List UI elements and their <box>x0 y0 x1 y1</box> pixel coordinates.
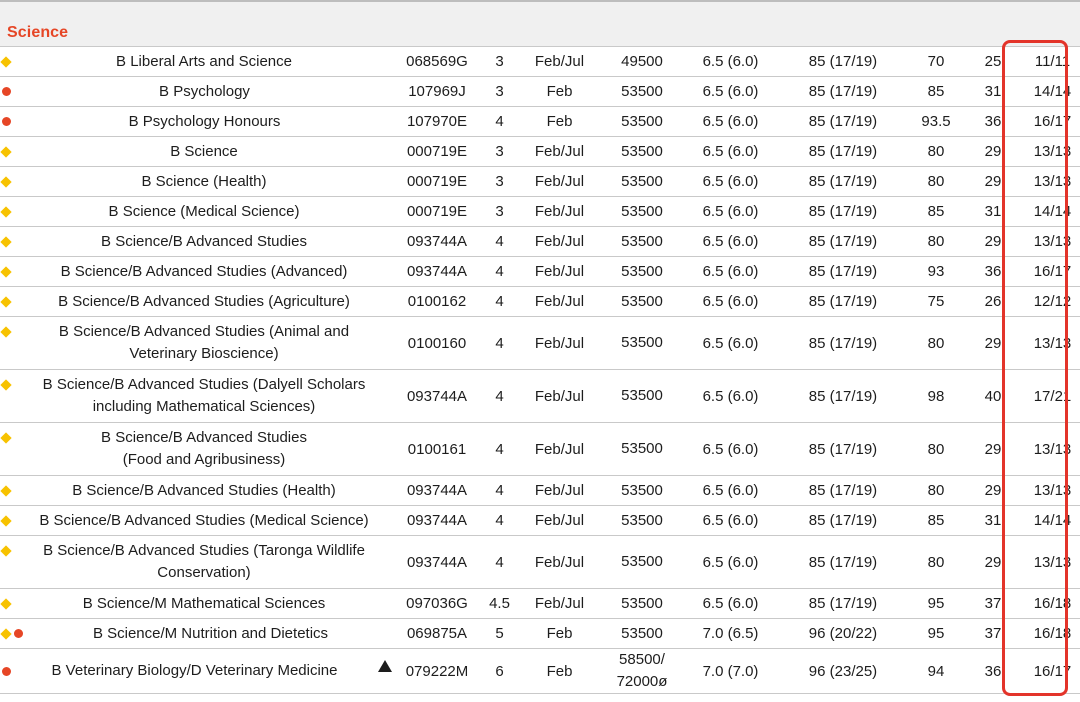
fee-cell: 53500 <box>602 287 682 317</box>
toefl-cell: 85 (17/19) <box>779 423 907 476</box>
course-name: B Science/B Advanced Studies (Health) <box>72 481 336 499</box>
score-c-cell: 11/11 <box>1021 47 1080 77</box>
course-code-cell: 107970E <box>392 107 482 137</box>
intake-cell: Feb <box>517 619 602 649</box>
ielts-cell: 6.5 (6.0) <box>682 370 779 423</box>
score-c-cell: 13/13 <box>1021 536 1080 589</box>
ielts-cell: 6.5 (6.0) <box>682 107 779 137</box>
ielts-cell: 6.5 (6.0) <box>682 167 779 197</box>
course-name: B Science/B Advanced Studies (Medical Science) <box>39 511 369 529</box>
course-name: B Science/M Nutrition and Dietetics <box>92 624 329 642</box>
course-code-cell: 000719E <box>392 167 482 197</box>
fee-cell: 53500 <box>602 476 682 506</box>
fee-cell: 53500 <box>602 167 682 197</box>
duration-cell: 3 <box>482 167 517 197</box>
course-markers <box>0 660 13 682</box>
fee-cell: 53500 <box>602 77 682 107</box>
yellow-diamond-icon <box>0 598 11 609</box>
course-name-cell <box>0 317 392 370</box>
course-name-cell <box>0 167 392 197</box>
orange-dot-icon <box>2 667 11 676</box>
duration-cell: 4 <box>482 423 517 476</box>
score-c-cell: 17/21 <box>1021 370 1080 423</box>
score-c-cell: 14/14 <box>1021 77 1080 107</box>
score-b-cell: 29 <box>965 137 1021 167</box>
course-code-cell: 093744A <box>392 257 482 287</box>
course-markers <box>0 374 12 396</box>
table-row <box>0 619 1080 649</box>
toefl-cell: 85 (17/19) <box>779 167 907 197</box>
toefl-cell: 85 (17/19) <box>779 536 907 589</box>
orange-dot-icon <box>14 629 23 638</box>
ielts-cell: 7.0 (7.0) <box>682 649 779 694</box>
course-name-cell <box>0 287 392 317</box>
toefl-cell: 85 (17/19) <box>779 197 907 227</box>
yellow-diamond-icon <box>0 326 11 337</box>
course-name <box>16 427 392 471</box>
yellow-diamond-icon <box>0 56 11 67</box>
course-name-line: B Science/B Advanced Studies <box>101 429 307 446</box>
course-markers <box>0 81 13 103</box>
table-row <box>0 287 1080 317</box>
intake-cell: Feb/Jul <box>517 227 602 257</box>
duration-cell: 4 <box>482 257 517 287</box>
score-a-cell: 70 <box>907 47 965 77</box>
toefl-cell: 96 (23/25) <box>779 649 907 694</box>
score-c-cell: 16/18 <box>1021 619 1080 649</box>
yellow-diamond-icon <box>0 206 11 217</box>
duration-cell: 5 <box>482 619 517 649</box>
ielts-cell: 6.5 (6.0) <box>682 227 779 257</box>
toefl-cell: 85 (17/19) <box>779 476 907 506</box>
course-code-cell: 079222M <box>392 649 482 694</box>
table-row <box>0 506 1080 536</box>
toefl-cell: 85 (17/19) <box>779 370 907 423</box>
course-name-line: B Science/B Advanced Studies (Taronga Wildlife <box>43 542 365 559</box>
course-name-cell <box>0 77 392 107</box>
score-a-cell: 98 <box>907 370 965 423</box>
score-b-cell: 29 <box>965 536 1021 589</box>
score-a-cell: 85 <box>907 506 965 536</box>
score-a-cell: 95 <box>907 619 965 649</box>
course-code-cell: 093744A <box>392 476 482 506</box>
intake-cell: Feb/Jul <box>517 47 602 77</box>
toefl-cell: 85 (17/19) <box>779 227 907 257</box>
fee-cell: 53500 <box>602 137 682 167</box>
course-name-line: B Science/B Advanced Studies (Dalyell Scholars <box>42 376 366 393</box>
course-markers <box>0 623 25 645</box>
course-name-cell <box>0 197 392 227</box>
toefl-cell: 85 (17/19) <box>779 317 907 370</box>
ielts-cell: 6.5 (6.0) <box>682 137 779 167</box>
score-c-cell: 13/13 <box>1021 227 1080 257</box>
table-row <box>0 476 1080 506</box>
score-c-cell: 16/17 <box>1021 649 1080 694</box>
toefl-cell: 85 (17/19) <box>779 287 907 317</box>
course-name: B Psychology <box>159 82 250 100</box>
score-a-cell: 80 <box>907 476 965 506</box>
ielts-cell: 6.5 (6.0) <box>682 47 779 77</box>
duration-cell: 4 <box>482 317 517 370</box>
table-row <box>0 423 1080 476</box>
orange-dot-icon <box>2 117 11 126</box>
ielts-cell: 6.5 (6.0) <box>682 423 779 476</box>
score-c-cell: 13/13 <box>1021 137 1080 167</box>
course-name-cell <box>0 227 392 257</box>
score-a-cell: 80 <box>907 227 965 257</box>
ielts-cell: 6.5 (6.0) <box>682 77 779 107</box>
score-c-cell: 13/13 <box>1021 423 1080 476</box>
course-markers <box>0 201 12 223</box>
ielts-cell: 6.5 (6.0) <box>682 506 779 536</box>
ielts-cell: 6.5 (6.0) <box>682 536 779 589</box>
fee-cell <box>602 649 682 694</box>
yellow-diamond-icon <box>0 379 11 390</box>
course-name-cell <box>0 649 392 694</box>
table-row <box>0 317 1080 370</box>
duration-cell: 3 <box>482 197 517 227</box>
toefl-cell: 85 (17/19) <box>779 506 907 536</box>
course-markers <box>0 291 12 313</box>
course-markers <box>0 427 12 449</box>
course-code-cell: 000719E <box>392 137 482 167</box>
course-code-cell: 093744A <box>392 536 482 589</box>
score-c-cell: 13/13 <box>1021 167 1080 197</box>
course-name: B Science/B Advanced Studies (Agriculture) <box>58 292 350 310</box>
course-name: B Liberal Arts and Science <box>116 52 292 70</box>
score-c-cell: 12/12 <box>1021 287 1080 317</box>
course-code-cell: 000719E <box>392 197 482 227</box>
score-b-cell: 29 <box>965 227 1021 257</box>
course-name-cell <box>0 476 392 506</box>
duration-cell: 4 <box>482 506 517 536</box>
ielts-cell: 6.5 (6.0) <box>682 197 779 227</box>
table-row <box>0 137 1080 167</box>
yellow-diamond-icon <box>0 266 11 277</box>
yellow-diamond-icon <box>0 485 11 496</box>
fee-cell: 53500 <box>602 107 682 137</box>
score-b-cell: 36 <box>965 107 1021 137</box>
course-code-cell: 0100162 <box>392 287 482 317</box>
score-c-cell: 16/17 <box>1021 257 1080 287</box>
table-row <box>0 536 1080 589</box>
intake-cell: Feb/Jul <box>517 287 602 317</box>
course-name-cell <box>0 137 392 167</box>
fee-cell: 53500 <box>602 506 682 536</box>
ielts-cell: 6.5 (6.0) <box>682 257 779 287</box>
score-b-cell: 37 <box>965 619 1021 649</box>
course-name: B Science (Health) <box>141 172 267 190</box>
fee-cell: 53500 <box>602 370 682 423</box>
duration-cell: 4 <box>482 287 517 317</box>
intake-cell: Feb/Jul <box>517 423 602 476</box>
course-code-cell: 093744A <box>392 506 482 536</box>
course-markers <box>0 171 12 193</box>
fee-line: 58500/ <box>619 651 665 668</box>
course-name: B Science <box>170 142 238 160</box>
score-a-cell: 94 <box>907 649 965 694</box>
course-name: B Science/M Mathematical Sciences <box>82 594 326 612</box>
orange-dot-icon <box>2 87 11 96</box>
yellow-diamond-icon <box>0 628 11 639</box>
section-title: Science <box>7 24 69 41</box>
course-markers <box>0 231 12 253</box>
duration-cell: 4.5 <box>482 589 517 619</box>
intake-cell: Feb/Jul <box>517 536 602 589</box>
table-row <box>0 589 1080 619</box>
intake-cell: Feb/Jul <box>517 137 602 167</box>
course-markers <box>0 141 12 163</box>
score-a-cell: 95 <box>907 589 965 619</box>
duration-cell: 4 <box>482 107 517 137</box>
intake-cell: Feb/Jul <box>517 317 602 370</box>
toefl-cell: 85 (17/19) <box>779 589 907 619</box>
course-markers <box>0 510 12 532</box>
toefl-cell: 85 (17/19) <box>779 107 907 137</box>
yellow-diamond-icon <box>0 296 11 307</box>
ielts-cell: 6.5 (6.0) <box>682 476 779 506</box>
toefl-cell: 85 (17/19) <box>779 77 907 107</box>
score-a-cell: 80 <box>907 137 965 167</box>
table-row <box>0 649 1080 694</box>
course-code-cell: 093744A <box>392 370 482 423</box>
intake-cell: Feb <box>517 649 602 694</box>
intake-cell: Feb/Jul <box>517 257 602 287</box>
course-markers <box>0 321 12 343</box>
course-name-line: (Food and Agribusiness) <box>122 451 286 468</box>
course-name-line: B Science/B Advanced Studies (Animal and <box>58 323 350 340</box>
score-a-cell: 93.5 <box>907 107 965 137</box>
duration-cell: 4 <box>482 476 517 506</box>
score-b-cell: 37 <box>965 589 1021 619</box>
score-c-cell: 16/18 <box>1021 589 1080 619</box>
score-b-cell: 31 <box>965 197 1021 227</box>
fee-cell: 49500 <box>602 47 682 77</box>
course-name-line: including Mathematical Sciences) <box>92 398 316 415</box>
fee-cell: 53500 <box>602 423 682 476</box>
intake-cell: Feb/Jul <box>517 370 602 423</box>
course-name-cell <box>0 589 392 619</box>
score-a-cell: 75 <box>907 287 965 317</box>
yellow-diamond-icon <box>0 515 11 526</box>
score-b-cell: 31 <box>965 77 1021 107</box>
course-name <box>16 321 392 365</box>
duration-cell: 4 <box>482 536 517 589</box>
course-name: B Science (Medical Science) <box>108 202 300 220</box>
course-name-cell <box>0 257 392 287</box>
table-row <box>0 227 1080 257</box>
score-c-cell: 13/13 <box>1021 476 1080 506</box>
table-header-band <box>0 2 1080 46</box>
fee-cell: 53500 <box>602 227 682 257</box>
course-name: B Psychology Honours <box>128 112 281 130</box>
course-table <box>0 46 1080 694</box>
score-b-cell: 25 <box>965 47 1021 77</box>
duration-cell: 4 <box>482 370 517 423</box>
score-b-cell: 31 <box>965 506 1021 536</box>
ielts-cell: 6.5 (6.0) <box>682 317 779 370</box>
course-name-cell <box>0 506 392 536</box>
course-name-cell <box>0 536 392 589</box>
course-name: B Science/B Advanced Studies <box>101 232 307 250</box>
course-name <box>16 540 392 584</box>
course-rows <box>0 47 1080 694</box>
score-a-cell: 85 <box>907 197 965 227</box>
score-c-cell: 16/17 <box>1021 107 1080 137</box>
score-b-cell: 36 <box>965 257 1021 287</box>
score-b-cell: 29 <box>965 167 1021 197</box>
table-row <box>0 47 1080 77</box>
table-row <box>0 257 1080 287</box>
score-b-cell: 26 <box>965 287 1021 317</box>
intake-cell: Feb/Jul <box>517 506 602 536</box>
course-code-cell: 107969J <box>392 77 482 107</box>
toefl-cell: 85 (17/19) <box>779 257 907 287</box>
yellow-diamond-icon <box>0 236 11 247</box>
yellow-diamond-icon <box>0 432 11 443</box>
course-name-cell <box>0 370 392 423</box>
course-name: B Science/B Advanced Studies (Advanced) <box>60 262 348 280</box>
intake-cell: Feb/Jul <box>517 167 602 197</box>
fee-line: 72000ø <box>616 673 668 690</box>
intake-cell: Feb/Jul <box>517 589 602 619</box>
score-c-cell: 14/14 <box>1021 506 1080 536</box>
course-markers <box>0 593 12 615</box>
course-markers <box>0 261 12 283</box>
score-c-cell: 13/13 <box>1021 317 1080 370</box>
course-markers <box>0 480 12 502</box>
intake-cell: Feb <box>517 77 602 107</box>
course-code-cell: 0100161 <box>392 423 482 476</box>
toefl-cell: 85 (17/19) <box>779 47 907 77</box>
course-code-cell: 097036G <box>392 589 482 619</box>
score-a-cell: 80 <box>907 423 965 476</box>
course-name-cell <box>0 619 392 649</box>
score-a-cell: 80 <box>907 536 965 589</box>
score-a-cell: 80 <box>907 167 965 197</box>
fee-cell: 53500 <box>602 619 682 649</box>
table-row <box>0 167 1080 197</box>
black-triangle-icon <box>378 660 392 672</box>
intake-cell: Feb/Jul <box>517 476 602 506</box>
course-name-line: Veterinary Bioscience) <box>129 345 279 362</box>
course-markers <box>0 51 12 73</box>
yellow-diamond-icon <box>0 545 11 556</box>
ielts-cell: 6.5 (6.0) <box>682 589 779 619</box>
duration-cell: 3 <box>482 47 517 77</box>
score-b-cell: 36 <box>965 649 1021 694</box>
intake-cell: Feb/Jul <box>517 197 602 227</box>
duration-cell: 3 <box>482 77 517 107</box>
course-name: B Veterinary Biology/D Veterinary Medicine <box>51 662 338 679</box>
toefl-cell: 96 (20/22) <box>779 619 907 649</box>
score-a-cell: 85 <box>907 77 965 107</box>
duration-cell: 3 <box>482 137 517 167</box>
ielts-cell: 7.0 (6.5) <box>682 619 779 649</box>
fee-cell: 53500 <box>602 317 682 370</box>
course-name-cell <box>0 107 392 137</box>
score-c-cell: 14/14 <box>1021 197 1080 227</box>
yellow-diamond-icon <box>0 176 11 187</box>
score-a-cell: 80 <box>907 317 965 370</box>
fee-cell: 53500 <box>602 197 682 227</box>
course-code-cell: 068569G <box>392 47 482 77</box>
toefl-cell: 85 (17/19) <box>779 137 907 167</box>
score-b-cell: 29 <box>965 317 1021 370</box>
ielts-cell: 6.5 (6.0) <box>682 287 779 317</box>
course-name <box>16 374 392 418</box>
score-b-cell: 29 <box>965 423 1021 476</box>
course-code-cell: 0100160 <box>392 317 482 370</box>
yellow-diamond-icon <box>0 146 11 157</box>
course-markers <box>0 540 12 562</box>
table-row <box>0 107 1080 137</box>
intake-cell: Feb <box>517 107 602 137</box>
table-row <box>0 77 1080 107</box>
table-row <box>0 370 1080 423</box>
fee-cell: 53500 <box>602 257 682 287</box>
fee-cell: 53500 <box>602 589 682 619</box>
duration-cell: 6 <box>482 649 517 694</box>
course-name-line: Conservation) <box>157 564 251 581</box>
course-name-cell <box>0 423 392 476</box>
fee-cell: 53500 <box>602 536 682 589</box>
course-code-cell: 069875A <box>392 619 482 649</box>
score-b-cell: 40 <box>965 370 1021 423</box>
course-name-cell <box>0 47 392 77</box>
course-code-cell: 093744A <box>392 227 482 257</box>
duration-cell: 4 <box>482 227 517 257</box>
table-row <box>0 197 1080 227</box>
course-markers <box>0 111 13 133</box>
score-a-cell: 93 <box>907 257 965 287</box>
score-b-cell: 29 <box>965 476 1021 506</box>
